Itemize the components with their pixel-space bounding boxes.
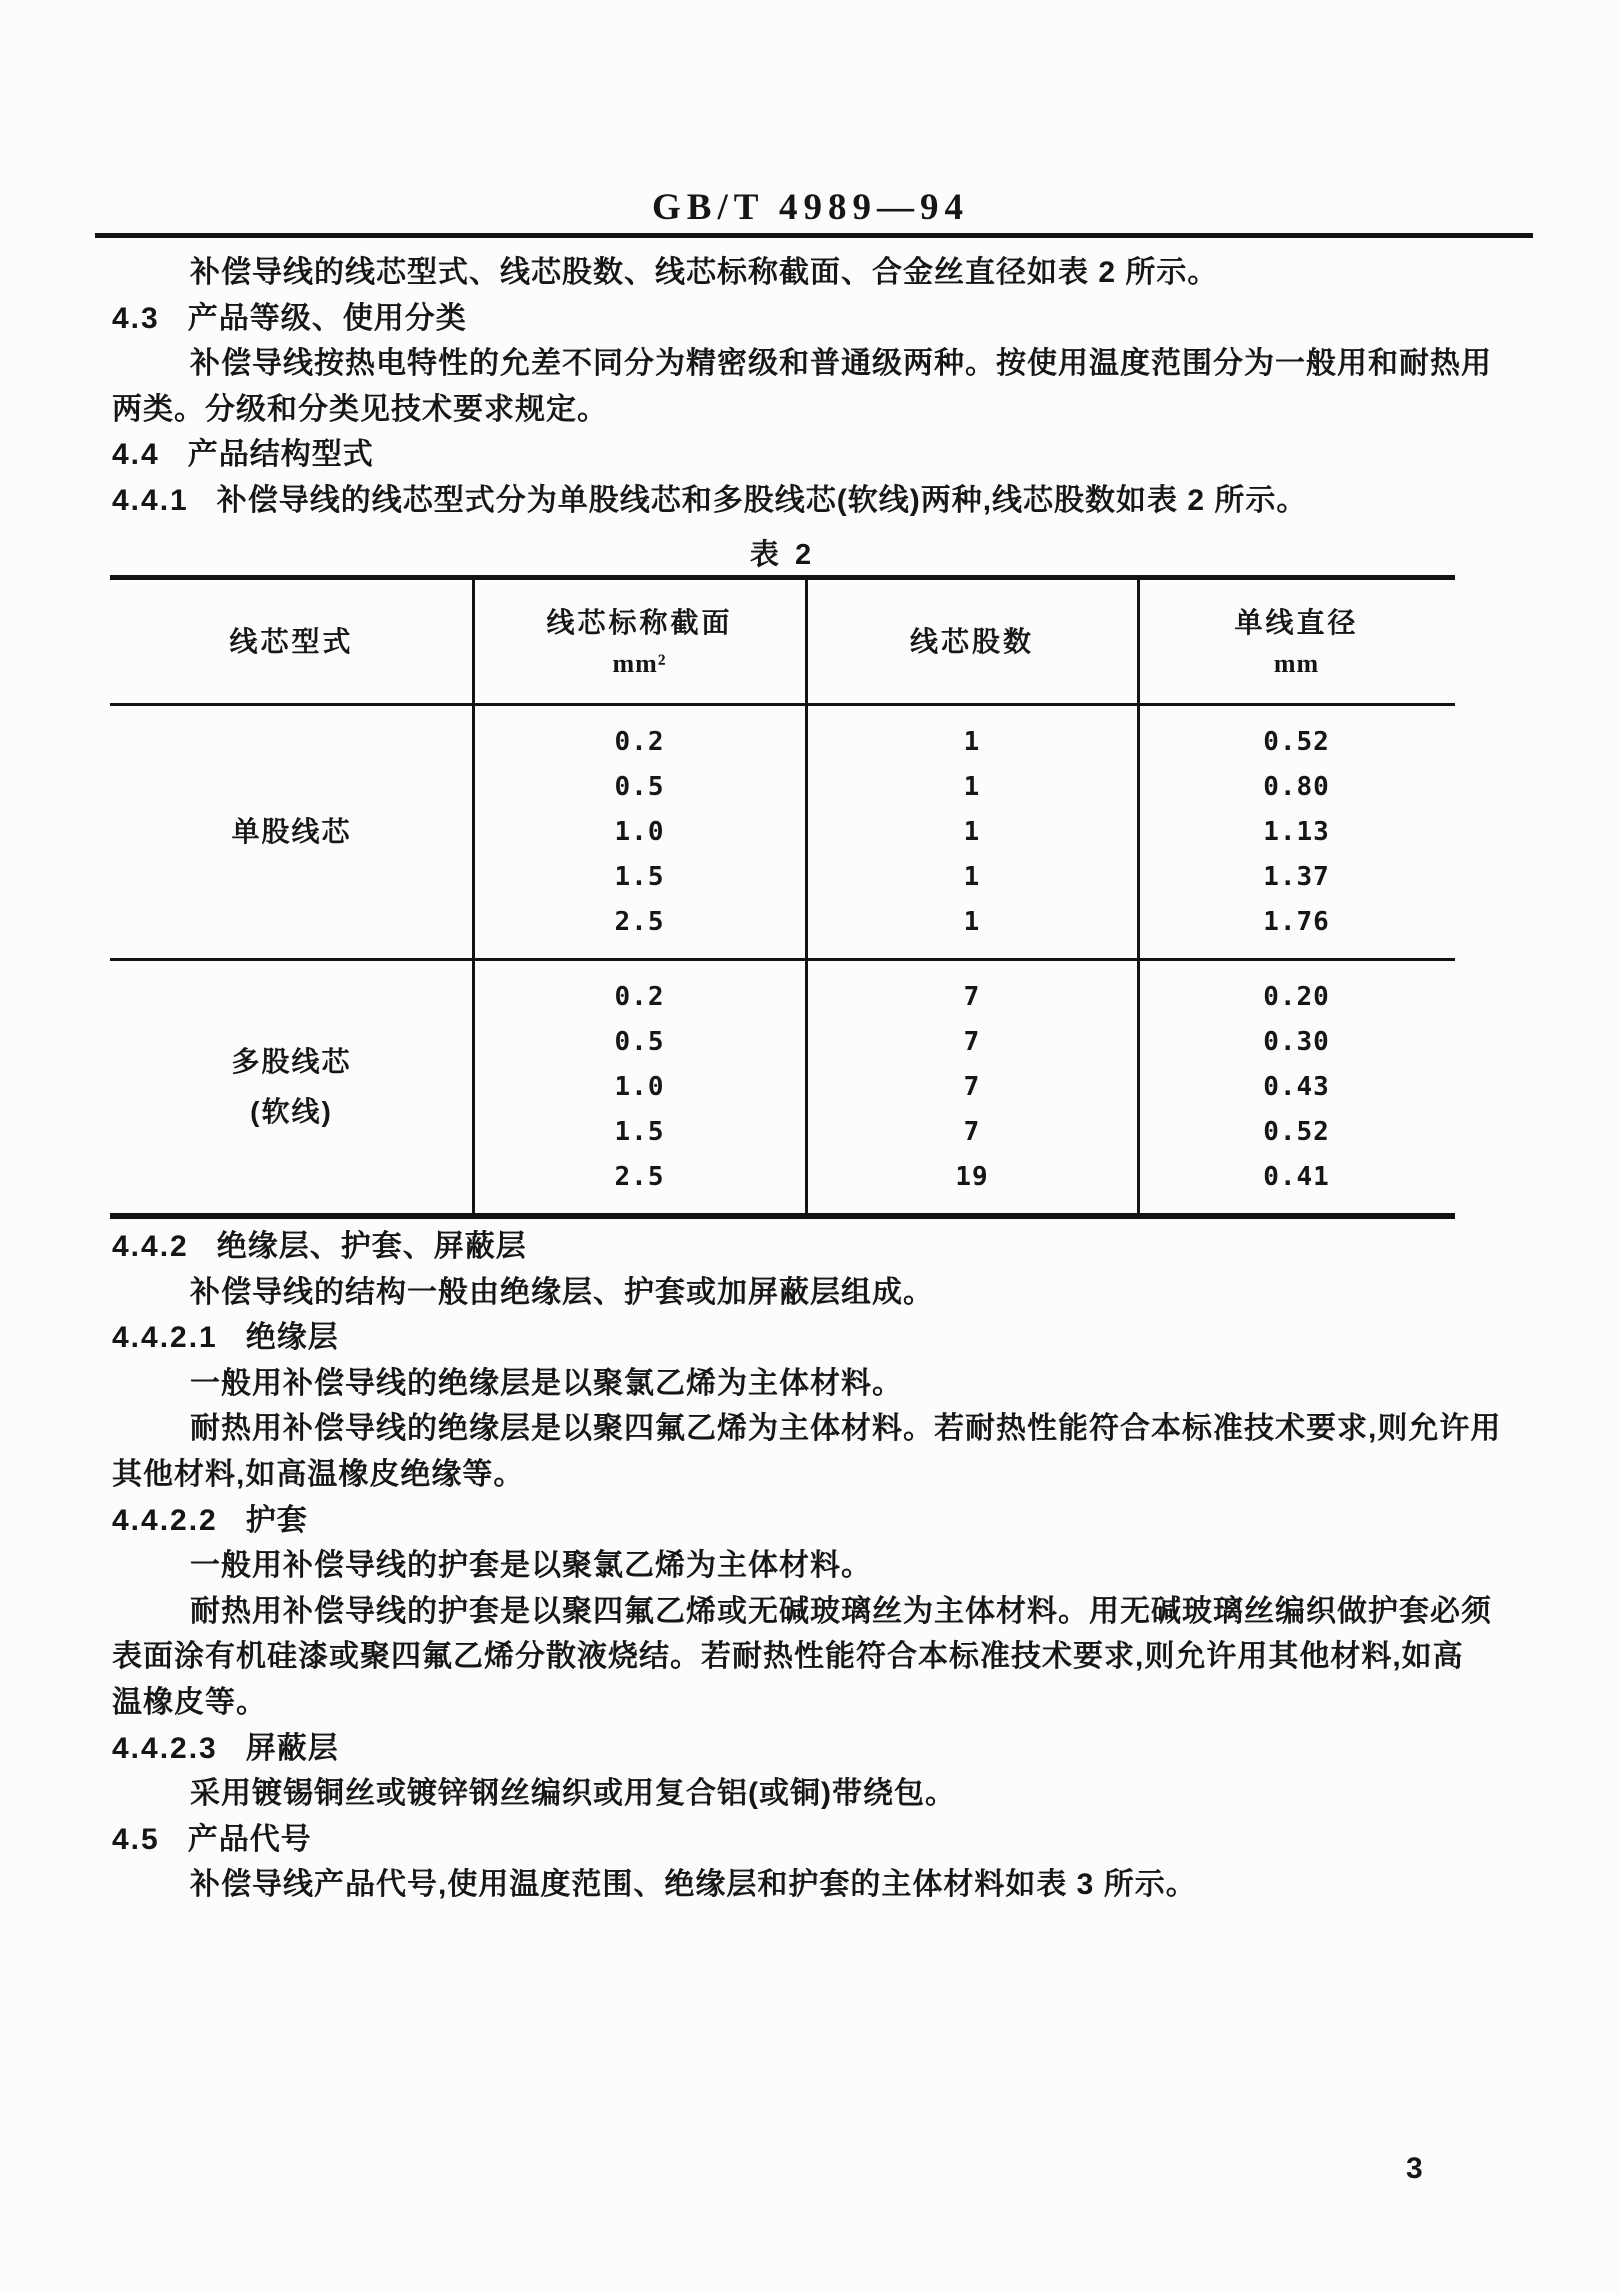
paragraph-grade-1: 补偿导线按热电特性的允差不同分为精密级和普通级两种。按使用温度范围分为一般用和耐热用 [190, 347, 1492, 381]
paragraph-insulation-2: 耐热用补偿导线的绝缘层是以聚四氟乙烯为主体材料。若耐热性能符合本标准技术要求,则允许用 [190, 1412, 1502, 1446]
header-label: 线芯股数 [909, 625, 1034, 657]
section-title: 绝缘层、护套、屏蔽层 [216, 1230, 527, 1263]
table-column-divider [805, 580, 808, 1213]
table-header-strand-count [806, 580, 1138, 703]
table-cell: 7 [963, 1071, 981, 1102]
table-cell: 7 [963, 1027, 981, 1058]
group-diameters-cell [1138, 706, 1455, 958]
paragraph-insulation-3: 其他材料,如高温橡皮绝缘等。 [112, 1457, 525, 1491]
section-heading-4-3 [112, 296, 1522, 342]
section-number: 4.4.2.1 [112, 1321, 218, 1355]
section-number: 4.4 [112, 438, 160, 472]
section-number: 4.5 [112, 1822, 160, 1856]
table-cell: 1.76 [1263, 906, 1330, 937]
table-cell: 1.5 [614, 1116, 665, 1147]
group-label-sub: (软线) [250, 1096, 333, 1127]
section-heading-4-5 [112, 1817, 1522, 1863]
table-column-divider [1137, 580, 1140, 1213]
table-cell: 0.80 [1263, 772, 1330, 803]
section-number: 4.4.2.2 [112, 1503, 218, 1537]
section-number: 4.3 [112, 301, 160, 335]
lower-text-block [112, 1224, 1522, 1908]
table-column-divider [472, 580, 475, 1213]
header-unit: mm² [612, 648, 667, 678]
paragraph-sheath-2: 耐热用补偿导线的护套是以聚四氟乙烯或无碱玻璃丝为主体材料。用无碱玻璃丝编织做护套必须 [190, 1594, 1492, 1628]
group-strands-cell [806, 961, 1138, 1213]
table-cell: 1.0 [614, 1071, 665, 1102]
paragraph-sheath-1: 一般用补偿导线的护套是以聚氯乙烯为主体材料。 [190, 1549, 872, 1583]
group-label-cell [110, 961, 473, 1213]
table-cell: 19 [955, 1161, 989, 1192]
section-title: 屏蔽层 [245, 1731, 339, 1765]
table-cell: 0.30 [1263, 1027, 1330, 1058]
table-cell: 0.52 [1263, 1116, 1330, 1147]
group-strands-cell [806, 706, 1138, 958]
section-title: 产品等级、使用分类 [187, 301, 467, 335]
table-cell: 1 [963, 906, 981, 937]
section-number: 4.4.2 [112, 1230, 189, 1263]
table-group-multi-core [110, 961, 1455, 1213]
section-heading-4-4-2-1 [112, 1315, 1522, 1361]
section-heading-4-4 [112, 432, 1522, 478]
paragraph-sheath-3: 表面涂有机硅漆或聚四氟乙烯分散液烧结。若耐热性能符合本标准技术要求,则允许用其他材料,如高 [112, 1640, 1464, 1674]
section-title: 补偿导线的线芯型式分为单股线芯和多股线芯(软线)两种,线芯股数如表 2 所示。 [216, 483, 1308, 517]
table-cell: 1.5 [614, 861, 665, 892]
table-cell: 0.2 [614, 982, 665, 1013]
table-cell: 1 [963, 816, 981, 847]
group-sections-cell [473, 961, 806, 1213]
table-cell: 0.2 [614, 727, 665, 758]
section-heading-4-4-2-3 [112, 1726, 1522, 1772]
paragraph-product-code: 补偿导线产品代号,使用温度范围、绝缘层和护套的主体材料如表 3 所示。 [190, 1868, 1197, 1902]
table-2-caption: 表 2 [749, 539, 816, 571]
table-cell: 1 [963, 772, 981, 803]
section-number: 4.4.2.3 [112, 1731, 218, 1765]
table-cell: 0.41 [1263, 1161, 1330, 1192]
paragraph-structure: 补偿导线的结构一般由绝缘层、护套或加屏蔽层组成。 [190, 1275, 934, 1309]
table-header-nominal-section [473, 580, 806, 703]
table-cell: 0.5 [614, 1027, 665, 1058]
section-number: 4.4.1 [112, 483, 189, 517]
table-header-wire-diameter [1138, 580, 1455, 703]
header-unit: mm [1273, 648, 1320, 678]
upper-text-block [112, 250, 1522, 524]
section-title: 产品代号 [187, 1822, 312, 1856]
paragraph-shield: 采用镀锡铜丝或镀锌钢丝编织或用复合铝(或铜)带绕包。 [190, 1777, 956, 1811]
table-cell: 7 [963, 1116, 981, 1147]
section-heading-4-4-1 [112, 478, 1522, 524]
section-title: 护套 [245, 1503, 308, 1537]
table-cell: 1 [963, 727, 981, 758]
header-label: 线芯型式 [229, 625, 354, 657]
header-divider-rule [95, 233, 1533, 238]
paragraph-sheath-4: 温橡皮等。 [112, 1685, 267, 1719]
group-label: 多股线芯 [231, 1046, 352, 1077]
paragraph-insulation-1: 一般用补偿导线的绝缘层是以聚氯乙烯为主体材料。 [190, 1366, 903, 1400]
paragraph-grade-2: 两类。分级和分类见技术要求规定。 [112, 392, 608, 426]
table-cell: 1.37 [1263, 861, 1330, 892]
table-group-single-core [110, 706, 1455, 961]
table-cell: 1.0 [614, 816, 665, 847]
section-heading-4-4-2-2 [112, 1498, 1522, 1544]
table-cell: 7 [963, 982, 981, 1013]
table-header-row [110, 580, 1455, 706]
table-cell: 2.5 [614, 906, 665, 937]
table-cell: 2.5 [614, 1161, 665, 1192]
header-label: 线芯标称截面 [546, 606, 733, 638]
table-cell: 0.20 [1263, 982, 1330, 1013]
standard-code-header: GB/T 4989—94 [652, 187, 969, 228]
section-heading-4-4-2 [112, 1224, 1522, 1270]
page-number: 3 [1406, 2152, 1423, 2185]
table-cell: 0.43 [1263, 1071, 1330, 1102]
group-sections-cell [473, 706, 806, 958]
paragraph-intro: 补偿导线的线芯型式、线芯股数、线芯标称截面、合金丝直径如表 2 所示。 [190, 256, 1219, 289]
section-title: 绝缘层 [245, 1321, 339, 1355]
table-cell: 0.5 [614, 772, 665, 803]
header-label: 单线直径 [1234, 606, 1359, 638]
table-cell: 1.13 [1263, 816, 1330, 847]
group-diameters-cell [1138, 961, 1455, 1213]
group-label-cell [110, 706, 473, 958]
table-cell: 1 [963, 861, 981, 892]
table-cell: 0.52 [1263, 727, 1330, 758]
table-header-core-type [110, 580, 473, 703]
section-title: 产品结构型式 [187, 438, 374, 472]
group-label: 单股线芯 [231, 816, 352, 847]
table-2 [110, 575, 1455, 1219]
